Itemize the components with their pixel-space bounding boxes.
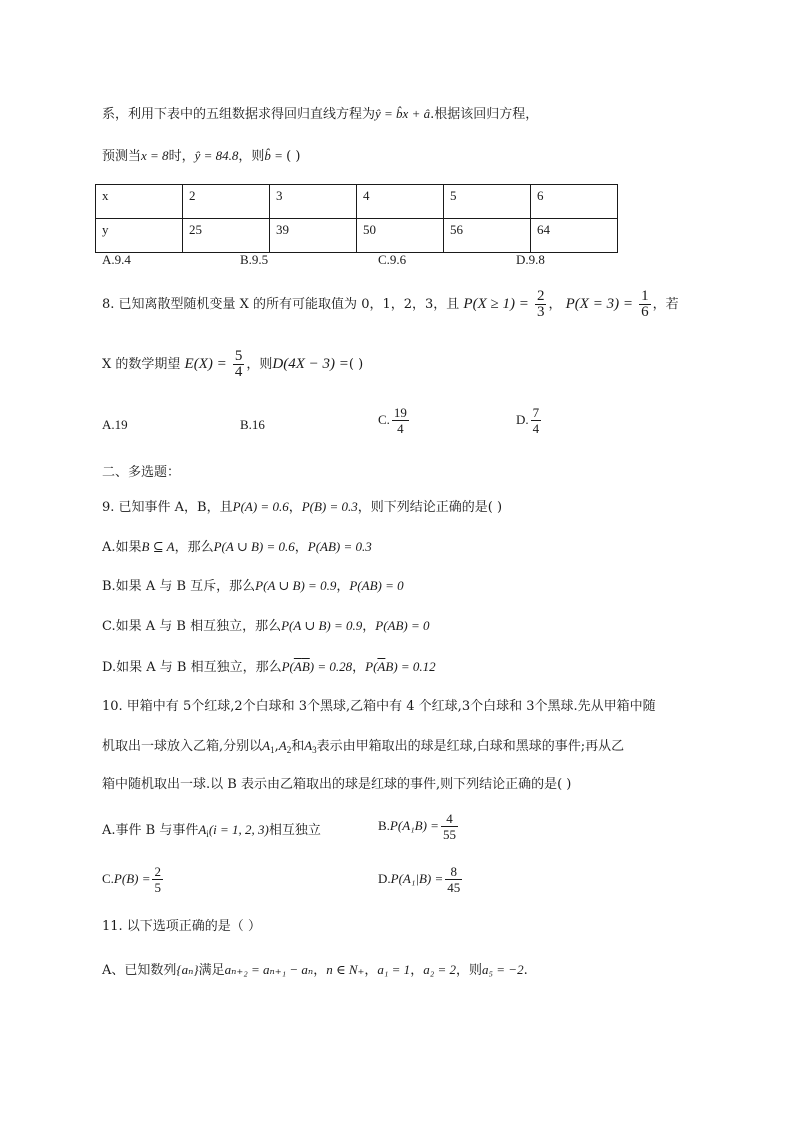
x-condition: x = 8 [141, 148, 169, 163]
q9-option-b[interactable] [102, 576, 404, 597]
regression-equation: ŷ = b̂x + â [375, 106, 431, 121]
q9-option-a[interactable] [102, 537, 372, 558]
option-text: ，那么 [174, 540, 214, 555]
table-cell: 5 [444, 185, 531, 219]
numerator: 1 [641, 288, 649, 304]
q9-text: 9. 已知事件 A，B，且 [102, 500, 233, 515]
event-a1: A [262, 738, 271, 753]
q11-option-a[interactable] [102, 960, 528, 981]
separator: ， [294, 540, 308, 555]
prob-x-eq-3: P(X = 3) = [565, 296, 633, 312]
numerator: 4 [441, 811, 458, 827]
denominator: 3 [536, 304, 545, 320]
q9-text: ，则下列结论正确的是( ) [357, 500, 503, 515]
index-range: (i = 1, 2, 3) [208, 822, 269, 837]
option-text: 相互独立 [268, 823, 321, 838]
q8-option-c[interactable] [378, 405, 411, 436]
fraction [152, 864, 163, 895]
event-a3: A [304, 738, 313, 753]
q11-stem: 11. 以下选项正确的是（ ） [102, 919, 261, 934]
option-label: D. [516, 412, 529, 427]
q9-option-d[interactable] [102, 657, 436, 678]
denominator: 6 [641, 304, 649, 320]
initial-a2: a₂ = 2 [423, 962, 456, 977]
table-cell: 39 [270, 219, 357, 253]
q10-text: 表示由甲箱取出的球是红球,白球和黑球的事件;再从乙 [316, 739, 625, 754]
q7-option-a[interactable]: A.9.4 [102, 252, 131, 267]
q8-option-a[interactable]: A.19 [102, 417, 128, 432]
option-text: A.事件 B 与事件 [102, 823, 199, 838]
table-cell: 25 [183, 219, 270, 253]
q8-text: ，则 [246, 357, 273, 372]
table-cell: 3 [270, 185, 357, 219]
q10-stem-line2 [102, 736, 624, 760]
q7-text: 时， [168, 149, 195, 164]
option-text: D.如果 A 与 B 相互独立，那么 [102, 660, 282, 675]
separator: , [274, 739, 279, 754]
yhat-value: ŷ = 84.8 [194, 148, 239, 163]
option-text: C.如果 A 与 B 相互独立，那么 [102, 619, 282, 634]
denominator: 5 [154, 880, 161, 895]
prob-value: B) = 0.12 [385, 659, 436, 674]
numerator: 7 [532, 405, 540, 420]
claim-a5: a₅ = −2 [482, 962, 524, 977]
prob-x-ge-1: P(X ≥ 1) = [463, 296, 529, 312]
fraction [445, 864, 462, 895]
separator: ， [362, 619, 376, 634]
denominator: 45 [447, 880, 461, 895]
q9-stem [102, 497, 502, 518]
denominator: 4 [532, 421, 540, 436]
q7-option-d[interactable]: D.9.8 [516, 252, 545, 267]
prob-a: P(A) = 0.6 [232, 499, 289, 514]
q7-text: 系，利用下表中的五组数据求得回归直线方程为 [102, 107, 376, 122]
subscript: 3 [312, 745, 317, 755]
subset-condition: B ⊆ A [141, 539, 175, 554]
event-a2: A [278, 738, 287, 753]
q7-text-tail: .根据该回归方程， [430, 107, 539, 122]
q8-stem-line1 [102, 286, 679, 323]
separator: ， [364, 963, 378, 978]
union-prob: P(A ∪ B) = 0.6 [213, 539, 295, 554]
numerator: 19 [393, 405, 407, 420]
joint-prob: P(AB) = 0 [349, 578, 404, 593]
fraction [535, 289, 547, 320]
q8-text: 8. 已知离散型随机变量 X 的所有可能取值为 0，1，2，3，且 [102, 297, 460, 312]
prob-value: ) = 0.28 [309, 659, 353, 674]
option-text: ，则 [456, 963, 483, 978]
option-text: 满足 [198, 963, 225, 978]
domain-condition: n ∈ N₊ [326, 962, 365, 977]
expectation: E(X) = [184, 356, 227, 372]
complement-prob-2 [365, 659, 436, 674]
q10-option-b[interactable] [378, 811, 460, 842]
fraction [441, 811, 458, 842]
event-ai: A [198, 822, 207, 837]
sequence: {aₙ} [176, 962, 199, 977]
option-text: A.如果 [102, 540, 142, 555]
q9-option-c[interactable] [102, 616, 430, 637]
q7-stem-line1 [102, 104, 538, 125]
option-label: C. [378, 412, 390, 427]
table-row [96, 219, 618, 253]
b-complement: $\overline{B}$ [301, 659, 310, 674]
end-mark: . [523, 963, 528, 978]
option-label: C. [102, 871, 114, 886]
option-expression: P(B) = [113, 871, 151, 886]
separator: ， [288, 500, 302, 515]
option-text: A、已知数列 [102, 963, 177, 978]
table-row [96, 185, 618, 219]
subscript: 2 [286, 745, 292, 755]
a-complement: $\overline{A}$ [293, 659, 302, 674]
recurrence: aₙ₊₂ = aₙ₊₁ − aₙ [224, 962, 314, 977]
union-prob: P(A ∪ B) = 0.9 [255, 578, 337, 593]
prob-open: P( [365, 659, 378, 674]
option-label: B. [378, 818, 390, 833]
option-expression: P(A₁B) = [389, 818, 439, 833]
q7-text: 预测当 [102, 149, 142, 164]
q7-option-b[interactable]: B.9.5 [240, 252, 269, 267]
numerator: 2 [536, 288, 545, 304]
q10-option-a[interactable] [102, 819, 321, 839]
q8-stem-line2 [102, 346, 363, 383]
separator: ， [352, 660, 366, 675]
fraction [233, 349, 245, 380]
q8-text: ，若 [652, 297, 679, 312]
option-text: B.如果 A 与 B 互斥，那么 [102, 579, 256, 594]
fraction [392, 405, 409, 436]
bhat-question: b̂ = [264, 148, 287, 163]
fraction [531, 405, 542, 436]
denominator: 4 [397, 421, 404, 436]
complement-prob-1 [282, 659, 353, 674]
q10-stem-line1: 10. 甲箱中有 5个红球,2个白球和 3个黑球,乙箱中有 4 个红球,3个白球和 3个黑球.先从甲箱中随 [102, 699, 656, 714]
q7-text: ，则 [238, 149, 265, 164]
union-prob: P(A ∪ B) = 0.9 [281, 618, 363, 633]
table-cell: x [96, 185, 183, 219]
a-complement: $\overline{A}$ [377, 659, 386, 674]
q10-option-c[interactable] [102, 864, 165, 895]
prob-b: P(B) = 0.3 [301, 499, 358, 514]
q8-text: X 的数学期望 [102, 357, 181, 372]
variance-expression: D(4X − 3) = [272, 356, 349, 372]
separator: ， [548, 297, 562, 312]
table-cell: 4 [357, 185, 444, 219]
option-expression: P(A₁|B) = [390, 871, 444, 886]
option-label: D. [378, 871, 391, 886]
section-title: 二、多选题： [102, 465, 181, 480]
q10-stem-line3: 箱中随机取出一球.以 B 表示由乙箱取出的球是红球的事件,则下列结论正确的是( ) [102, 777, 572, 792]
table-cell: 50 [357, 219, 444, 253]
numerator: 2 [154, 864, 161, 879]
answer-blank: ( ) [286, 149, 301, 164]
denominator: 55 [442, 827, 456, 842]
joint-prob: P(AB) = 0.3 [307, 539, 372, 554]
q7-option-c[interactable]: C.9.6 [378, 252, 407, 267]
fraction [639, 289, 651, 320]
answer-blank: ( ) [348, 357, 364, 372]
separator: ， [336, 579, 350, 594]
table-cell: y [96, 219, 183, 253]
separator: ， [410, 963, 424, 978]
q10-option-d[interactable] [378, 864, 464, 895]
table-cell: 56 [444, 219, 531, 253]
subscript: i [206, 829, 209, 839]
joint-prob: P(AB) = 0 [375, 618, 430, 633]
prob-open: P( [281, 659, 294, 674]
table-cell: 6 [531, 185, 618, 219]
separator: ， [313, 963, 327, 978]
subscript: 1 [270, 745, 275, 755]
initial-a1: a₁ = 1 [377, 962, 411, 977]
table-cell: 64 [531, 219, 618, 253]
q7-stem-line2 [102, 146, 300, 167]
numerator: 8 [445, 864, 462, 880]
q8-option-b[interactable]: B.16 [240, 417, 265, 432]
table-cell: 2 [183, 185, 270, 219]
q10-text: 机取出一球放入乙箱,分别以 [102, 739, 263, 754]
denominator: 4 [234, 364, 243, 380]
q8-option-d[interactable] [516, 405, 543, 436]
q10-text: 和 [291, 739, 305, 754]
q7-data-table [95, 184, 618, 253]
numerator: 5 [234, 348, 243, 364]
